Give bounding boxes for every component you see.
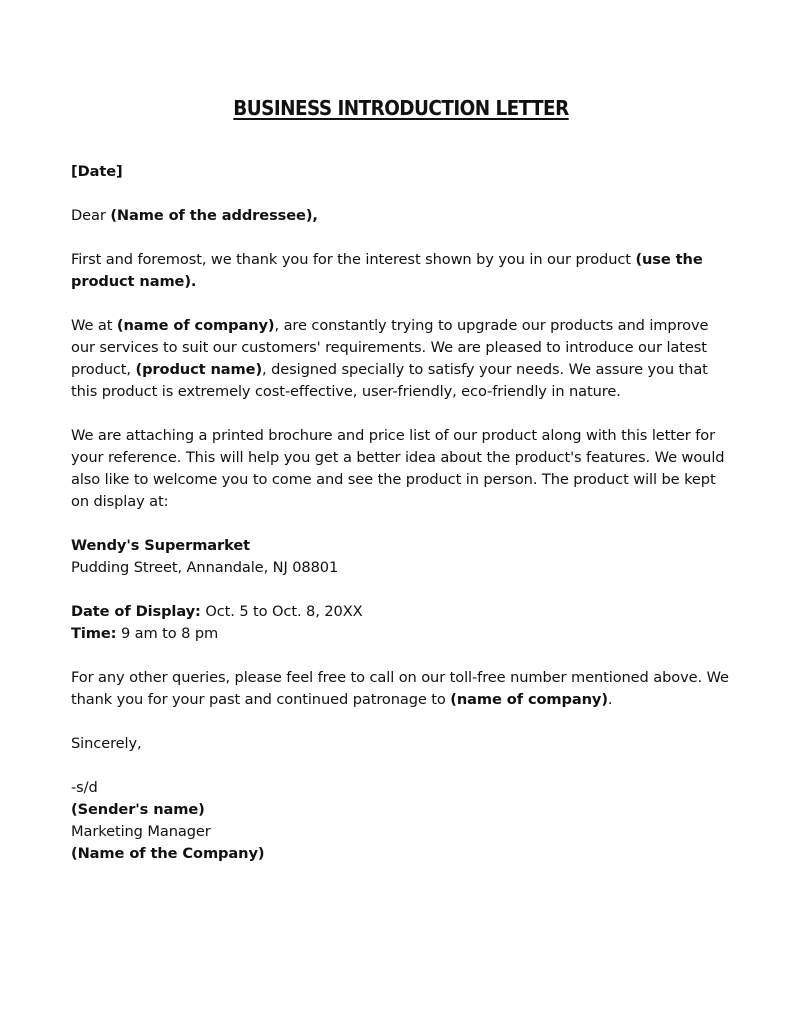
signature-sign: -s/d bbox=[71, 779, 98, 796]
closing: Sincerely, bbox=[71, 735, 142, 752]
paragraph-queries-text: For any other queries, please feel free to call on our toll-free number mentioned above. We thank you for your past and continued patronage to bbox=[71, 669, 729, 708]
paragraph-queries bbox=[71, 667, 731, 711]
display-date-label: Date of Display: bbox=[71, 603, 201, 620]
display-time-label: Time: bbox=[71, 625, 117, 642]
paragraph-company-text-1: We at bbox=[71, 317, 117, 334]
signature-block bbox=[71, 777, 731, 865]
salutation bbox=[71, 205, 731, 227]
display-time-value: 9 am to 8 pm bbox=[116, 625, 219, 642]
display-date-line bbox=[71, 601, 731, 623]
display-time-line bbox=[71, 623, 731, 645]
salutation-prefix: Dear bbox=[71, 207, 111, 224]
addressee-name: (Name of the addressee), bbox=[110, 207, 318, 224]
product-name-inline: (product name) bbox=[135, 361, 263, 378]
venue-block bbox=[71, 535, 731, 579]
paragraph-queries-end: . bbox=[607, 691, 613, 708]
paragraph-company-text-3: , designed specially to satisfy your needs. We assure you that this product is extremely cost-effective, user-friendly, eco-friendly in nature. bbox=[71, 361, 708, 400]
letter-title: BUSINESS INTRODUCTION LETTER bbox=[233, 96, 569, 120]
paragraph-thanks bbox=[71, 249, 731, 293]
sender-name: (Sender's name) bbox=[71, 801, 205, 818]
date-placeholder bbox=[71, 161, 731, 183]
paragraph-company-text-2: , are constantly trying to upgrade our products and improve our services to suit our customers' requirements. We are pleased to introduce our latest product, bbox=[71, 317, 709, 378]
paragraph-brochure: We are attaching a printed brochure and price list of our product along with this letter for your reference. This will help you get a better idea about the product's features. We would also like to welcome you to come and see the product in person. The product will be kept on display at: bbox=[71, 427, 725, 510]
display-date-value: Oct. 5 to Oct. 8, 20XX bbox=[200, 603, 363, 620]
company-name-placeholder: (name of company) bbox=[116, 317, 275, 334]
display-block bbox=[71, 601, 731, 645]
paragraph-thanks-text: First and foremost, we thank you for the interest shown by you in our product bbox=[71, 251, 636, 268]
letter-body bbox=[71, 161, 731, 887]
company-name-closing: (name of company) bbox=[450, 691, 608, 708]
product-name-placeholder: (use the product name). bbox=[71, 251, 703, 290]
sender-company: (Name of the Company) bbox=[71, 845, 265, 862]
venue-name: Wendy's Supermarket bbox=[71, 537, 251, 554]
date-text: [Date] bbox=[71, 163, 123, 180]
sender-role: Marketing Manager bbox=[71, 823, 211, 840]
venue-address: Pudding Street, Annandale, NJ 08801 bbox=[71, 559, 339, 576]
paragraph-company bbox=[71, 315, 731, 403]
